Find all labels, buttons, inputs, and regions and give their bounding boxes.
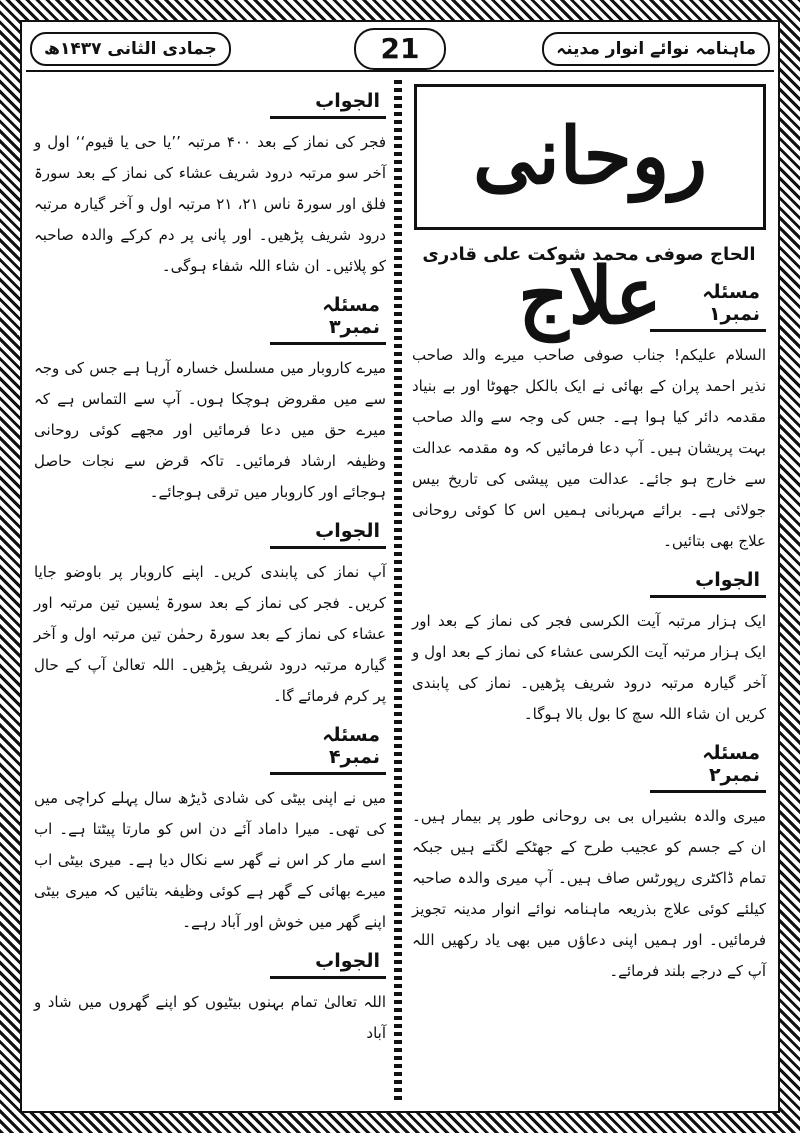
section-heading: الجواب [650,567,766,598]
section-heading: الجواب [270,518,386,549]
magazine-name: ماہنامہ نوائے انوار مدینہ [542,32,770,66]
section-paragraph: السلام علیکم! جناب صوفی صاحب میرے والد صاحب نذیر احمد پران کے بھائی نے ایک بالکل جھوٹا اور بے بنیاد مقدمہ دائر کیا ہوا ہے۔ جس کی وجہ سے والد صاحب بہت پریشان ہیں۔ آپ دعا فرمائیں کہ وہ مقدمہ عدالت سے خارج ہو جائے۔ عدالت میں پیشی کی تاریخ بیس جولائی ہے۔ برائے مہربانی ہمیں اس کا کوئی روحانی علاج بھی بتائیں۔ [412,346,766,550]
page-header [26,26,774,72]
section-heading: الجواب [270,88,386,119]
right-column-content [412,279,766,987]
section-paragraph: آپ نماز کی پابندی کریں۔ اپنے کاروبار پر باوضو جایا کریں۔ فجر کی نماز کے بعد سورۃ یٰسین تین مرتبہ اور عشاء کی نماز کے بعد سورۃ رحمٰن تین مرتبہ اول و آخر گیارہ مرتبہ درود شریف پڑھیں۔ اللہ تعالیٰ آپ کے حال پر کرم فرمائے گا۔ [34,563,386,705]
section-paragraph: میرے کاروبار میں مسلسل خسارہ آرہا ہے جس کی وجہ سے میں مقروض ہوچکا ہوں۔ آپ سے التماس ہے کہ میرے حق میں دعا فرمائیں اور مجھے کوئی روحانی وظیفہ ارشاد فرمائیں۔ تاکہ قرض سے نجات حاصل ہوجائے اور کاروبار میں ترقی ہوجائے۔ [34,359,386,501]
column-divider [394,80,402,1101]
section-paragraph: ایک ہزار مرتبہ آیت الکرسی فجر کی نماز کے بعد اور ایک ہزار مرتبہ آیت الکرسی عشاء کی نماز کے بعد اول و آخر گیارہ مرتبہ درود شریف پڑھیں۔ نماز کی پابندی کریں ان شاء اللہ سچ کا بول بالا ہوگا۔ [412,612,766,723]
left-column [34,78,386,1049]
issue-date: جمادی الثانی ۱۴۳۷ھ [30,32,231,66]
section-paragraph: میری والدہ بشیراں بی بی روحانی طور پر بیمار ہیں۔ ان کے جسم کو عجیب طرح کے جھٹکے لگتے ہیں جبکہ تمام ڈاکٹری رپورٹس صاف ہیں۔ آپ میری والدہ صاحبہ کیلئے کوئی علاج بذریعہ ماہنامہ نوائے انوار مدینہ تجویز فرمائیں۔ اور ہمیں اپنی دعاؤں میں بھی یاد رکھیں اللہ آپ کے درجے بلند فرمائے۔ [412,807,766,980]
section-heading: مسئلہ نمبر۴ [270,722,386,775]
right-column [412,78,766,987]
section-heading: الجواب [270,948,386,979]
section-paragraph: میں نے اپنی بیٹی کی شادی ڈیڑھ سال پہلے کراچی میں کی تھی۔ میرا داماد آئے دن اس کو مارتا پیٹتا ہے۔ اب اسے مار کر اس نے گھر سے نکال دیا ہے۔ میری بیٹی اب میرے بھائی کے گھر ہے کوئی وظیفہ بتائیں کہ میری بیٹی اپنے گھر میں خوش اور آباد رہے۔ [34,789,386,931]
section-heading: مسئلہ نمبر۳ [270,292,386,345]
section-heading: مسئلہ نمبر۲ [650,740,766,793]
section-paragraph: فجر کی نماز کے بعد ۴۰۰ مرتبہ ’’یا حی یا قیوم‘‘ اول و آخر سو مرتبہ درود شریف عشاء کی نماز کے بعد سورۃ فلق اور سورۃ ناس ۲۱، ۲۱ مرتبہ اول و آخر گیارہ مرتبہ درود شریف پڑھیں۔ اور پانی پر دم کرکے والدہ صاحبہ کو پلائیں۔ ان شاء اللہ شفاء ہوگی۔ [34,133,386,275]
section-paragraph: اللہ تعالیٰ تمام بہنوں بیٹیوں کو اپنے گھروں میں شاد و آباد [34,993,386,1042]
article-author: الحاج صوفی محمد شوکت علی قادری [422,244,756,265]
section-heading: مسئلہ نمبر۱ [650,279,766,332]
article-title: روحانی علاج [414,84,766,230]
page-number: 21 [354,28,446,70]
